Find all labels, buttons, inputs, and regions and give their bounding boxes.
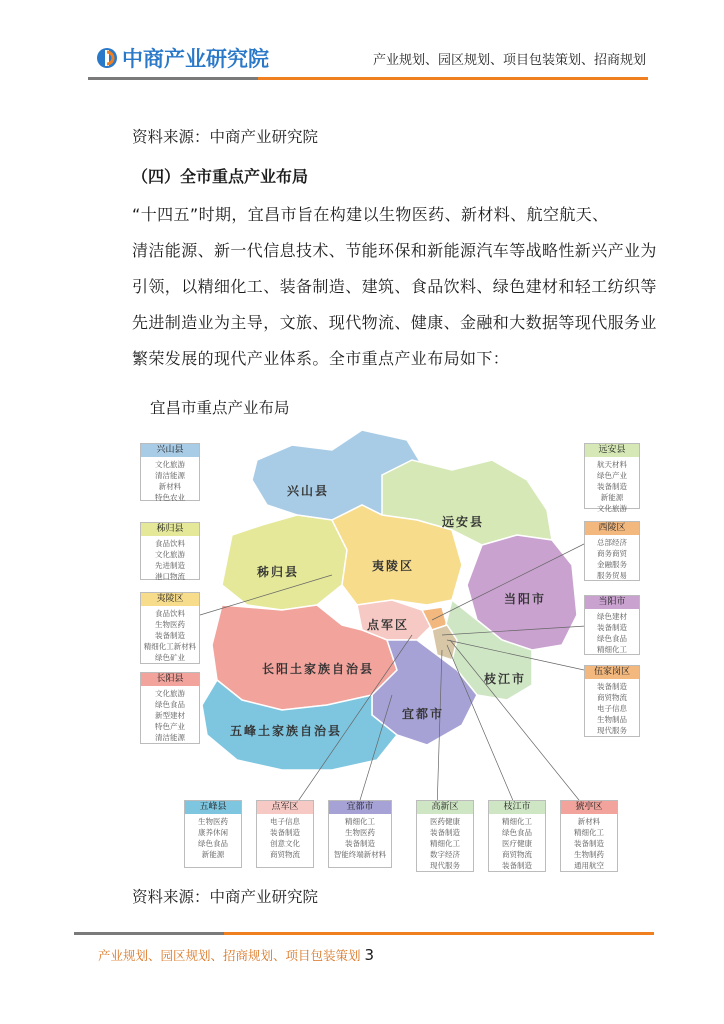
box-line: 特色产业 bbox=[155, 722, 185, 731]
info-box-changyang bbox=[140, 672, 200, 744]
info-box-xiling bbox=[584, 521, 640, 581]
box-line: 现代服务 bbox=[597, 726, 627, 735]
box-line: 装备制造 bbox=[502, 861, 532, 870]
box-line: 精细化工 bbox=[430, 839, 460, 848]
source-note-top: 资料来源：中商产业研究院 bbox=[132, 128, 319, 146]
box-line: 新型建材 bbox=[155, 711, 185, 720]
box-title: 当阳市 bbox=[585, 596, 639, 609]
footer-divider-gray bbox=[74, 932, 224, 935]
box-body bbox=[141, 536, 199, 582]
box-line: 现代服务 bbox=[430, 861, 460, 870]
footer-divider-orange bbox=[224, 932, 654, 935]
box-line: 装备制造 bbox=[430, 828, 460, 837]
box-line: 装备制造 bbox=[597, 682, 627, 691]
info-box-xiaoting bbox=[560, 800, 618, 872]
box-line: 服务贸易 bbox=[597, 571, 627, 580]
box-line: 港口物流 bbox=[155, 572, 185, 581]
info-box-dangyang bbox=[584, 595, 640, 655]
box-line: 绿色食品 bbox=[502, 828, 532, 837]
box-line: 精细化工 bbox=[502, 817, 532, 826]
label-xingshan: 兴山县 bbox=[287, 484, 330, 498]
box-title: 秭归县 bbox=[141, 523, 199, 536]
box-line: 智能终端新材料 bbox=[333, 850, 387, 859]
label-yiling: 夷陵区 bbox=[372, 559, 415, 573]
box-line: 绿色产业 bbox=[597, 471, 627, 480]
box-line: 创意文化 bbox=[270, 839, 300, 848]
box-body bbox=[489, 814, 545, 871]
box-line: 文化旅游 bbox=[155, 689, 185, 698]
box-title: 猇亭区 bbox=[561, 801, 617, 814]
label-dangyang: 当阳市 bbox=[504, 592, 547, 606]
box-body bbox=[141, 686, 199, 743]
brand-logo bbox=[96, 43, 269, 73]
box-line: 康养休闲 bbox=[198, 828, 228, 837]
label-yuanan: 远安县 bbox=[442, 515, 485, 529]
industry-map bbox=[132, 425, 647, 875]
box-line: 精细化工 bbox=[574, 828, 604, 837]
box-line: 文化旅游 bbox=[155, 460, 185, 469]
body-line: 繁荣发展的现代产业体系。全市重点产业布局如下： bbox=[132, 349, 510, 368]
box-line: 精细化工 bbox=[345, 817, 375, 826]
box-title: 五峰县 bbox=[185, 801, 241, 814]
box-line: 装备制造 bbox=[574, 839, 604, 848]
page-footer bbox=[98, 946, 374, 964]
box-line: 文化旅游 bbox=[155, 550, 185, 559]
body-line: “十四五”时期，宜昌市旨在构建以生物医药、新材料、航空航天、 bbox=[132, 205, 609, 224]
box-line: 绿色食品 bbox=[597, 634, 627, 643]
box-line: 通用航空 bbox=[574, 861, 604, 870]
box-title: 高新区 bbox=[417, 801, 473, 814]
box-body bbox=[141, 606, 199, 663]
info-box-zigui bbox=[140, 522, 200, 580]
footer-tagline: 产业规划、园区规划、招商规划、项目包装策划 bbox=[98, 948, 361, 963]
box-line: 先进制造 bbox=[155, 561, 185, 570]
box-body bbox=[257, 814, 313, 860]
info-box-yuanan bbox=[584, 443, 640, 513]
label-changyang: 长阳土家族自治县 bbox=[262, 662, 375, 676]
box-line: 生物医药 bbox=[345, 828, 375, 837]
box-line: 金融服务 bbox=[597, 560, 627, 569]
body-line: 清洁能源、新一代信息技术、节能环保和新能源汽车等战略性新兴产业为 bbox=[132, 241, 657, 260]
logo-icon bbox=[96, 47, 118, 69]
box-title: 夷陵区 bbox=[141, 593, 199, 606]
box-line: 绿色建材 bbox=[597, 612, 627, 621]
box-title: 西陵区 bbox=[585, 522, 639, 535]
box-line: 装备制造 bbox=[270, 828, 300, 837]
box-line: 医药健康 bbox=[430, 817, 460, 826]
box-body bbox=[141, 457, 199, 503]
box-line: 数字经济 bbox=[430, 850, 460, 859]
box-body bbox=[585, 609, 639, 655]
box-line: 生物医药 bbox=[155, 620, 185, 629]
label-dianjun: 点军区 bbox=[367, 618, 410, 632]
info-box-wufeng bbox=[184, 800, 242, 868]
box-title: 长阳县 bbox=[141, 673, 199, 686]
box-line: 装备制造 bbox=[597, 482, 627, 491]
body-line: 引领，以精细化工、装备制造、建筑、食品饮料、绿色建材和轻工纺织等 bbox=[132, 277, 657, 296]
body-paragraph bbox=[132, 205, 657, 385]
box-title: 远安县 bbox=[585, 444, 639, 457]
box-body bbox=[585, 457, 639, 514]
box-line: 总部经济 bbox=[597, 538, 627, 547]
box-line: 新能源 bbox=[201, 850, 225, 859]
header-divider-orange bbox=[258, 77, 648, 80]
page-number: 3 bbox=[364, 946, 375, 964]
box-line: 装备制造 bbox=[345, 839, 375, 848]
box-line: 装备制造 bbox=[597, 623, 627, 632]
label-zhijiang: 枝江市 bbox=[484, 672, 527, 686]
box-line: 食品饮料 bbox=[155, 609, 185, 618]
box-body bbox=[561, 814, 617, 871]
box-title: 伍家岗区 bbox=[585, 666, 639, 679]
page-header bbox=[0, 0, 724, 90]
source-note-bottom: 资料来源：中商产业研究院 bbox=[132, 888, 319, 906]
box-body bbox=[585, 679, 639, 736]
box-title: 点军区 bbox=[257, 801, 313, 814]
info-box-xingshan bbox=[140, 443, 200, 501]
box-line: 商贸物流 bbox=[502, 850, 532, 859]
box-line: 电子信息 bbox=[270, 817, 300, 826]
box-line: 航天材料 bbox=[597, 460, 627, 469]
box-line: 绿色食品 bbox=[155, 700, 185, 709]
label-wufeng: 五峰土家族自治县 bbox=[230, 724, 343, 738]
box-line: 商务商贸 bbox=[597, 549, 627, 558]
box-line: 新材料 bbox=[158, 482, 182, 491]
logo-text: 中商产业研究院 bbox=[122, 47, 269, 71]
box-line: 文化旅游 bbox=[597, 504, 627, 513]
header-tagline: 产业规划、园区规划、项目包装策划、招商规划 bbox=[372, 53, 646, 68]
box-line: 特色农业 bbox=[155, 493, 185, 502]
box-line: 清洁能源 bbox=[155, 471, 185, 480]
info-box-gaoxin bbox=[416, 800, 474, 872]
info-box-yiling bbox=[140, 592, 200, 664]
box-line: 精细化工新材料 bbox=[143, 642, 197, 651]
box-line: 食品饮料 bbox=[155, 539, 185, 548]
box-line: 生物制品 bbox=[597, 715, 627, 724]
box-line: 医疗健康 bbox=[502, 839, 532, 848]
box-line: 商贸物流 bbox=[597, 693, 627, 702]
box-body bbox=[329, 814, 391, 860]
figure-title: 宜昌市重点产业布局 bbox=[150, 399, 290, 417]
box-line: 生物医药 bbox=[198, 817, 228, 826]
label-yidu: 宜都市 bbox=[402, 707, 445, 721]
box-title: 宜都市 bbox=[329, 801, 391, 814]
box-line: 新材料 bbox=[577, 817, 601, 826]
box-line: 装备制造 bbox=[155, 631, 185, 640]
info-box-dianjun bbox=[256, 800, 314, 868]
box-body bbox=[185, 814, 241, 860]
box-line: 绿色食品 bbox=[198, 839, 228, 848]
box-title: 枝江市 bbox=[489, 801, 545, 814]
label-zigui: 秭归县 bbox=[257, 565, 300, 579]
info-box-wujiagang bbox=[584, 665, 640, 737]
box-line: 新能源 bbox=[600, 493, 624, 502]
info-box-yidu bbox=[328, 800, 392, 868]
box-line: 绿色矿业 bbox=[155, 653, 185, 662]
box-body bbox=[585, 535, 639, 581]
box-line: 商贸物流 bbox=[270, 850, 300, 859]
box-line: 生物制药 bbox=[574, 850, 604, 859]
box-line: 精细化工 bbox=[597, 645, 627, 654]
header-divider-gray bbox=[88, 77, 258, 80]
box-line: 电子信息 bbox=[597, 704, 627, 713]
info-box-zhijiang bbox=[488, 800, 546, 872]
box-body bbox=[417, 814, 473, 871]
box-line: 清洁能源 bbox=[155, 733, 185, 742]
section-heading: （四）全市重点产业布局 bbox=[132, 167, 309, 186]
box-title: 兴山县 bbox=[141, 444, 199, 457]
body-line: 先进制造业为主导，文旅、现代物流、健康、金融和大数据等现代服务业 bbox=[132, 313, 657, 332]
